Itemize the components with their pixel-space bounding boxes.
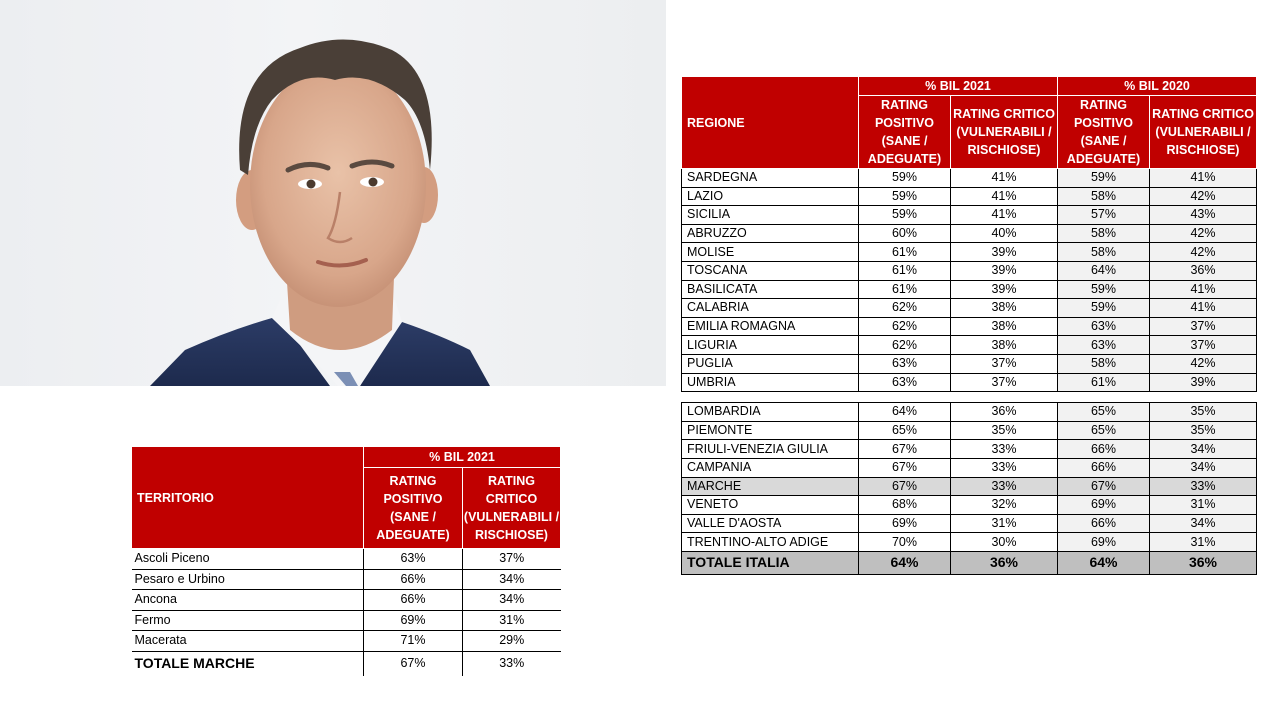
column-header-regione: REGIONE [682,77,859,169]
rating-critico-2021: 38% [951,317,1058,336]
regione-name: BASILICATA [682,280,859,299]
rating-positivo-2021: 61% [859,280,951,299]
table-row [132,631,561,652]
rating-positivo-2020: 67% [1058,477,1150,496]
column-header-positivo-2021: RATING POSITIVO (SANE / ADEGUATE) [859,96,951,169]
rating-positivo-2021: 62% [859,317,951,336]
rating-critico-2020: 37% [1150,336,1257,355]
rating-positivo-2021: 68% [859,496,951,515]
rating-critico-2021: 39% [951,243,1058,262]
rating-critico: 34% [463,569,561,590]
table-row [682,224,1257,243]
rating-positivo-2020: 58% [1058,187,1150,206]
rating-critico-2021: 39% [951,280,1058,299]
rating-positivo-2021: 62% [859,299,951,318]
rating-positivo-2020: 63% [1058,336,1150,355]
rating-critico-2020: 35% [1150,421,1257,440]
rating-critico-2020: 42% [1150,224,1257,243]
column-header-territorio: TERRITORIO [132,447,364,549]
rating-critico-2021: 32% [951,496,1058,515]
rating-critico-2021: 33% [951,440,1058,459]
rating-positivo-2020: 58% [1058,224,1150,243]
rating-critico-2020: 36% [1150,551,1257,574]
column-header-positivo-2020: RATING POSITIVO (SANE / ADEGUATE) [1058,96,1150,169]
separator-cell [1150,392,1257,403]
regione-name: LIGURIA [682,336,859,355]
rating-critico-2021: 38% [951,336,1058,355]
territorio-name: TOTALE MARCHE [132,651,364,676]
rating-critico: 31% [463,610,561,631]
table-row [132,610,561,631]
regione-name: SARDEGNA [682,169,859,188]
rating-critico-2021: 33% [951,477,1058,496]
table-row [132,569,561,590]
table-row [682,403,1257,422]
rating-positivo-2021: 69% [859,514,951,533]
rating-positivo-2021: 60% [859,224,951,243]
separator-cell [951,392,1058,403]
rating-positivo: 66% [364,569,463,590]
rating-critico-2020: 37% [1150,317,1257,336]
territori-table-body [132,549,561,676]
regioni-rating-table [681,76,1257,575]
regione-name: PIEMONTE [682,421,859,440]
rating-positivo-2021: 59% [859,187,951,206]
table-row [682,514,1257,533]
table-row [682,261,1257,280]
rating-positivo-2020: 65% [1058,421,1150,440]
rating-critico-2021: 41% [951,187,1058,206]
rating-positivo-2020: 64% [1058,551,1150,574]
rating-critico-2020: 35% [1150,403,1257,422]
rating-positivo: 63% [364,549,463,570]
table-row [682,243,1257,262]
rating-positivo-2020: 64% [1058,261,1150,280]
rating-positivo-2020: 63% [1058,317,1150,336]
rating-positivo-2020: 59% [1058,280,1150,299]
column-group-bil-2020: % BIL 2020 [1058,77,1257,96]
territorio-name: Fermo [132,610,364,631]
rating-positivo-2021: 59% [859,206,951,225]
rating-critico-2021: 37% [951,373,1058,392]
rating-positivo-2020: 69% [1058,533,1150,552]
rating-critico-2021: 31% [951,514,1058,533]
rating-positivo-2020: 66% [1058,458,1150,477]
table-row [682,280,1257,299]
column-group-bil-2021: % BIL 2021 [364,447,561,468]
rating-critico-2021: 37% [951,354,1058,373]
rating-positivo-2020: 65% [1058,403,1150,422]
rating-critico-2020: 36% [1150,261,1257,280]
column-header-critico-2020: RATING CRITICO (VULNERABILI / RISCHIOSE) [1150,96,1257,169]
rating-critico-2021: 40% [951,224,1058,243]
regione-name: MOLISE [682,243,859,262]
rating-positivo-2021: 62% [859,336,951,355]
rating-critico-2021: 41% [951,169,1058,188]
rating-critico-2020: 42% [1150,354,1257,373]
rating-critico-2020: 41% [1150,280,1257,299]
rating-positivo: 69% [364,610,463,631]
table-row [682,551,1257,574]
table-row [682,317,1257,336]
territorio-name: Ancona [132,590,364,611]
table-row [682,373,1257,392]
territorio-name: Pesaro e Urbino [132,569,364,590]
regione-name: UMBRIA [682,373,859,392]
regione-name: TOSCANA [682,261,859,280]
rating-critico-2020: 41% [1150,299,1257,318]
territori-rating-table [131,446,561,676]
rating-critico-2020: 42% [1150,243,1257,262]
rating-positivo-2021: 67% [859,440,951,459]
rating-critico: 34% [463,590,561,611]
rating-critico-2021: 30% [951,533,1058,552]
rating-positivo-2020: 66% [1058,440,1150,459]
rating-critico-2021: 33% [951,458,1058,477]
table-row [682,299,1257,318]
rating-positivo: 67% [364,651,463,676]
portrait-illustration [0,0,666,386]
rating-critico-2021: 39% [951,261,1058,280]
rating-positivo-2021: 64% [859,551,951,574]
regione-name: EMILIA ROMAGNA [682,317,859,336]
rating-positivo-2020: 61% [1058,373,1150,392]
table-row [132,651,561,676]
regione-name: CALABRIA [682,299,859,318]
rating-positivo-2020: 59% [1058,169,1150,188]
rating-positivo-2021: 67% [859,477,951,496]
rating-positivo-2021: 63% [859,373,951,392]
regione-name: LAZIO [682,187,859,206]
rating-critico-2021: 38% [951,299,1058,318]
rating-positivo-2021: 65% [859,421,951,440]
regione-name: VALLE D'AOSTA [682,514,859,533]
rating-critico-2021: 41% [951,206,1058,225]
rating-positivo-2021: 59% [859,169,951,188]
table-row [682,169,1257,188]
table-row [682,187,1257,206]
portrait-photo [0,0,666,386]
rating-critico-2020: 34% [1150,440,1257,459]
rating-critico-2020: 33% [1150,477,1257,496]
rating-positivo-2020: 59% [1058,299,1150,318]
rating-positivo-2021: 61% [859,261,951,280]
regioni-table-body [682,169,1257,575]
rating-positivo-2021: 67% [859,458,951,477]
table-row [682,336,1257,355]
regione-name: PUGLIA [682,354,859,373]
rating-critico: 33% [499,656,525,670]
rating-critico-2021: 36% [951,551,1058,574]
regione-name: SICILIA [682,206,859,225]
regione-name: TRENTINO-ALTO ADIGE [682,533,859,552]
regione-name: TOTALE ITALIA [682,551,859,574]
rating-critico-2020: 43% [1150,206,1257,225]
regione-name: FRIULI-VENEZIA GIULIA [682,440,859,459]
rating-positivo: 66% [364,590,463,611]
table-row [682,206,1257,225]
separator-cell [1058,392,1150,403]
rating-positivo-2020: 69% [1058,496,1150,515]
rating-critico-2020: 34% [1150,514,1257,533]
column-header-critico: RATING CRITICO (VULNERABILI / RISCHIOSE) [463,468,561,549]
rating-positivo-2020: 66% [1058,514,1150,533]
regione-name: ABRUZZO [682,224,859,243]
rating-positivo-2021: 70% [859,533,951,552]
table-separator [682,392,1257,403]
separator-cell [859,392,951,403]
table-row [132,549,561,570]
rating-positivo-2020: 58% [1058,243,1150,262]
column-header-positivo: RATING POSITIVO (SANE / ADEGUATE) [364,468,463,549]
territorio-name: Ascoli Piceno [132,549,364,570]
rating-positivo-2021: 64% [859,403,951,422]
rating-critico-2021: 36% [951,403,1058,422]
rating-critico: 29% [463,631,561,652]
territorio-name: Macerata [132,631,364,652]
rating-critico-2020: 41% [1150,169,1257,188]
rating-critico-2020: 34% [1150,458,1257,477]
table-row [682,533,1257,552]
table-row [682,458,1257,477]
rating-positivo-2021: 61% [859,243,951,262]
rating-positivo-2021: 63% [859,354,951,373]
table-row [682,421,1257,440]
table-row [682,440,1257,459]
column-header-critico-2021: RATING CRITICO (VULNERABILI / RISCHIOSE) [951,96,1058,169]
regione-name: MARCHE [682,477,859,496]
rating-positivo-2020: 58% [1058,354,1150,373]
rating-critico: 37% [463,549,561,570]
rating-critico-2020: 31% [1150,533,1257,552]
table-row [682,496,1257,515]
table-row [682,354,1257,373]
table-row [132,590,561,611]
regione-name: CAMPANIA [682,458,859,477]
regione-name: VENETO [682,496,859,515]
rating-critico-2020: 39% [1150,373,1257,392]
rating-critico-2020: 42% [1150,187,1257,206]
rating-critico-2021: 35% [951,421,1058,440]
table-row [682,477,1257,496]
rating-positivo: 71% [364,631,463,652]
separator-cell [682,392,859,403]
column-group-bil-2021: % BIL 2021 [859,77,1058,96]
rating-positivo-2020: 57% [1058,206,1150,225]
rating-critico-2020: 31% [1150,496,1257,515]
regione-name: LOMBARDIA [682,403,859,422]
